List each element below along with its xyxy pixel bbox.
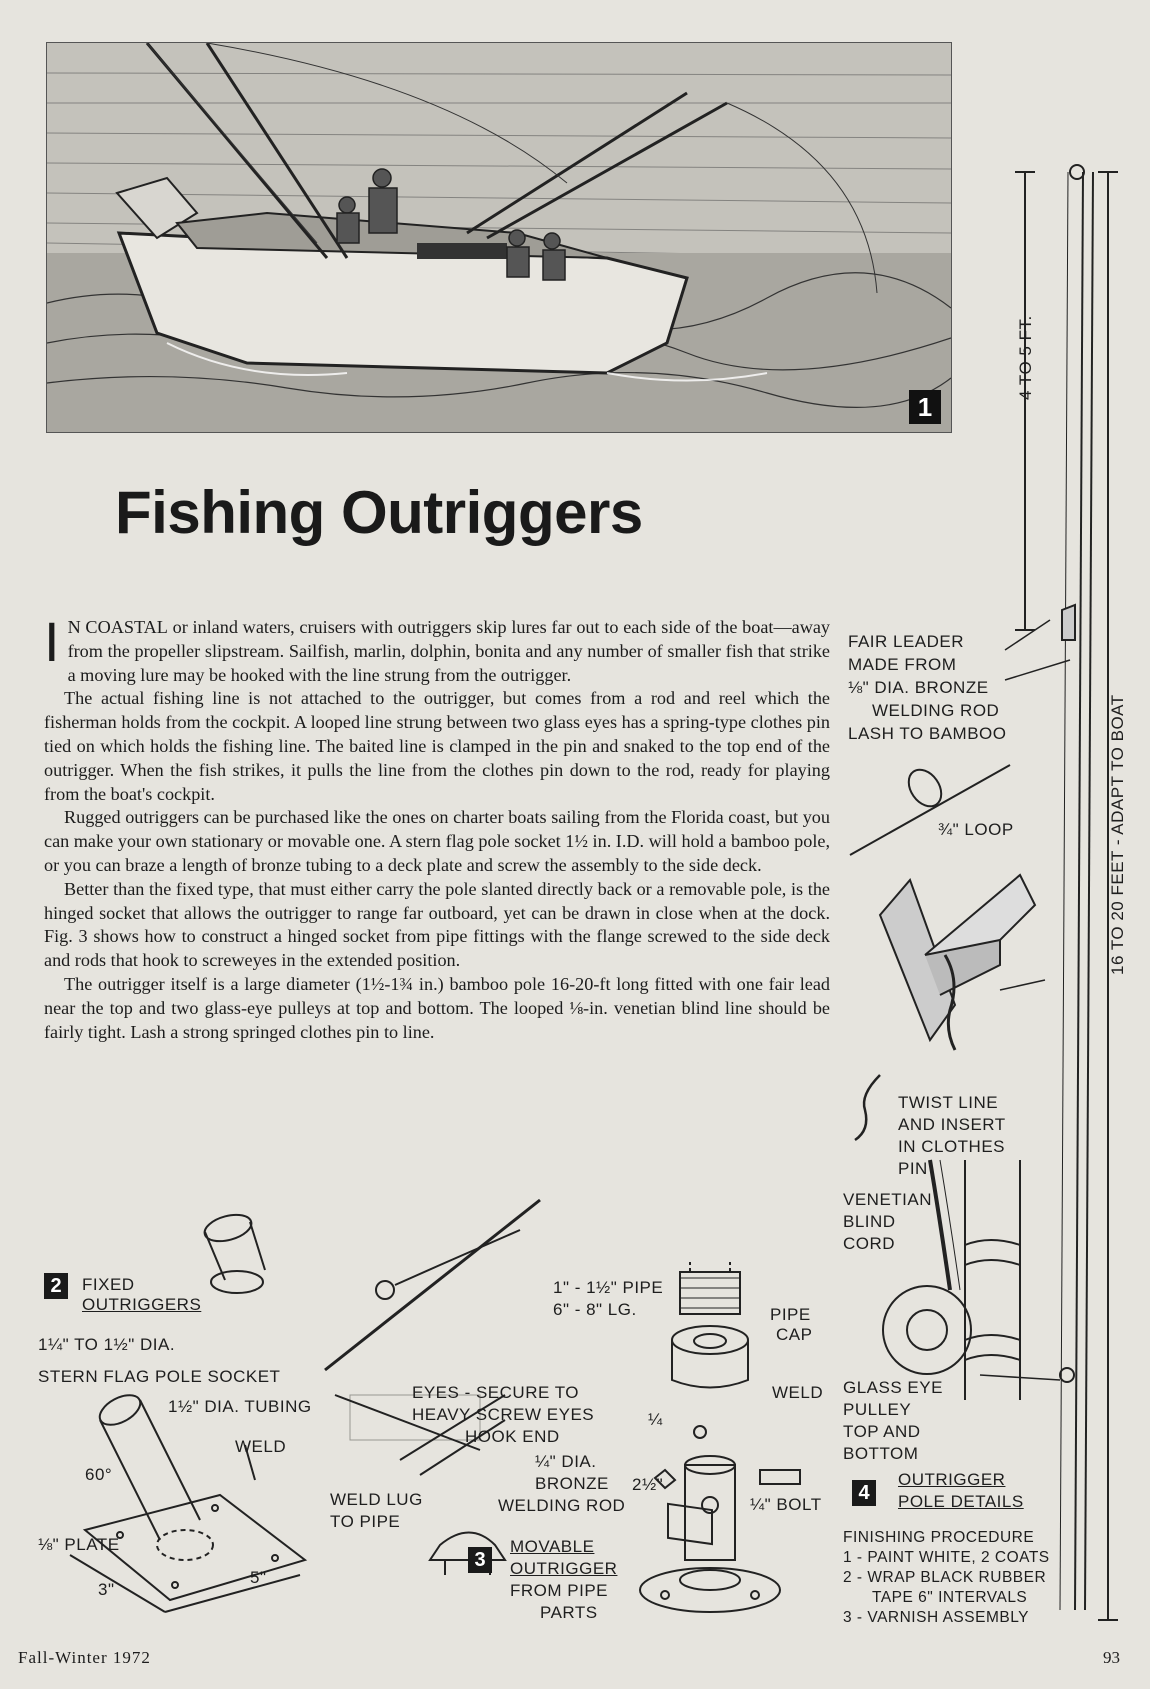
fig3-dim-2half: 2½" xyxy=(632,1475,664,1494)
figure-1-number: 1 xyxy=(909,390,941,424)
fig3-lug-label-2: TO PIPE xyxy=(330,1512,401,1531)
fig3-hook-label: HOOK END xyxy=(465,1427,560,1446)
fig3-lug-label-1: WELD LUG xyxy=(330,1490,423,1509)
fig2-weld-label: WELD xyxy=(235,1437,287,1456)
fig4-twist-2: AND INSERT xyxy=(898,1115,1006,1134)
fig3-cap-label-1: PIPE xyxy=(770,1305,811,1324)
fig4-fair-1: FAIR LEADER xyxy=(848,632,965,651)
fig2-socket-label: STERN FLAG POLE SOCKET xyxy=(38,1367,281,1386)
fig4-finish-1: 1 - PAINT WHITE, 2 COATS xyxy=(843,1549,1050,1566)
fig4-twist-3: IN CLOTHES xyxy=(898,1137,1006,1156)
fig4-glass-4: BOTTOM xyxy=(843,1444,919,1463)
fig4-fair-4: WELDING ROD xyxy=(872,701,1000,720)
figure-3-number: 3 xyxy=(468,1547,492,1573)
fig3-dim-quarter: ¼ xyxy=(648,1410,663,1429)
page-number: 93 xyxy=(1103,1648,1120,1667)
drop-cap: I xyxy=(44,610,60,673)
fig4-finish-title: FINISHING PROCEDURE xyxy=(843,1529,1035,1546)
fig3-rod-label-1: ¼" DIA. xyxy=(535,1452,597,1471)
fig4-loop-label: ¾" LOOP xyxy=(938,820,1014,839)
fig3-cap-label-2: CAP xyxy=(776,1325,813,1344)
fig2-caption-1: FIXED xyxy=(82,1275,135,1294)
fig2-socket-flange xyxy=(211,1271,263,1293)
fig4-cord-1: VENETIAN xyxy=(843,1190,933,1209)
paragraph-1-text: or inland waters, cruisers with outriggers skip lures far out to each side of the boat—away from the propeller slipstream. Sailfish, marlin, dolphin, bonita and any number of smaller fish that strike a moving lure may be hooked with the line strung from the outrigger. xyxy=(67,617,830,685)
fig4-glass-3: TOP AND xyxy=(843,1422,921,1441)
paragraph-4: Better than the fixed type, that must either carry the pole slanted directly back or a removable pole, is the hinged socket that allows the outrigger to range far outboard, yet can be drawn in close when at the dock. Fig. 3 shows how to construct a hinged socket from pipe fittings with the flange screwed to the side deck and rods that hook to screweyes in the extended position. xyxy=(44,878,830,971)
issue-footer: Fall-Winter 1972 xyxy=(18,1648,151,1667)
fig3-caption-2: OUTRIGGER xyxy=(510,1559,618,1578)
fig4-fair-2: MADE FROM xyxy=(848,655,957,674)
fig4-finish-4: 3 - VARNISH ASSEMBLY xyxy=(843,1609,1030,1626)
fig4-fair-5: LASH TO BAMBOO xyxy=(848,724,1007,743)
fig3-caption-3: FROM PIPE xyxy=(510,1581,609,1600)
paragraph-5: The outrigger itself is a large diameter (1½-1¾ in.) bamboo pole 16-20-ft long fitted with one fair lead near the top and two glass-eye pulleys at top and bottom. The looped ⅛-in. venetian blind line should be fairly tight. Lash a strong springed clothes pin to line. xyxy=(44,973,830,1042)
fig3-weld-label: WELD xyxy=(772,1383,824,1402)
fig2-angle-label: 60° xyxy=(85,1465,113,1484)
fig3-eyes-label-1: EYES - SECURE TO xyxy=(412,1383,580,1402)
fig4-cord-2: BLIND xyxy=(843,1212,896,1231)
fig2-tubing-label: 1½" DIA. TUBING xyxy=(168,1397,312,1416)
fig4-glass-2: PULLEY xyxy=(843,1400,912,1419)
fig2-plate-label: ⅛" PLATE xyxy=(38,1535,120,1554)
fig4-caption-1: OUTRIGGER xyxy=(898,1470,1006,1489)
fig3-caption-1: MOVABLE xyxy=(510,1537,595,1556)
article-title: Fishing Outriggers xyxy=(115,479,643,546)
fig2-width-5: 5" xyxy=(250,1568,267,1587)
fig2-caption-2: OUTRIGGERS xyxy=(82,1295,202,1314)
fig4-full-length: 16 TO 20 FEET - ADAPT TO BOAT xyxy=(1108,694,1127,975)
fig2-diameter: 1¼" TO 1½" DIA. xyxy=(38,1335,176,1354)
lead-in: N COASTAL xyxy=(67,617,168,637)
fig4-caption-2: POLE DETAILS xyxy=(898,1492,1024,1511)
fig4-cord-3: CORD xyxy=(843,1234,896,1253)
fig3-pipe-label-2: 6" - 8" LG. xyxy=(553,1300,637,1319)
figure-4-number: 4 xyxy=(852,1480,876,1506)
fig4-finish-3: TAPE 6" INTERVALS xyxy=(872,1589,1028,1606)
fig4-glass-1: GLASS EYE xyxy=(843,1378,943,1397)
fig4-twist-4: PIN xyxy=(898,1159,928,1178)
fig4-twist-1: TWIST LINE xyxy=(898,1093,999,1112)
fig4-top-length: 4 TO 5 FT. xyxy=(1016,315,1035,400)
fig3-rod-label-2: BRONZE xyxy=(535,1474,609,1493)
fig4-finish-2: 2 - WRAP BLACK RUBBER xyxy=(843,1569,1047,1586)
fig3-caption-4: PARTS xyxy=(540,1603,598,1622)
fig3-bolt-label: ¼" BOLT xyxy=(750,1495,822,1514)
figure-2-number: 2 xyxy=(44,1273,68,1299)
paragraph-3: Rugged outriggers can be purchased like the ones on charter boats sailing from the Florida coast, but you can make your own stationary or movable one. A stern flag pole socket 1½ in. I.D. will hold a bamboo pole, or you can braze a length of bronze tubing to a deck plate and screw the assembly to the side deck. xyxy=(44,807,830,875)
paragraph-2: The actual fishing line is not attached to the outrigger, but comes from a rod and reel which the fisherman holds from the cockpit. A looped line strung between two glass eyes has a spring-type clothes pin tied on which holds the fishing line. The baited line is clamped in the pin and snaked to the top end of the outrigger. When the fish strikes, it pulls the line from the clothes pin down to the rod, ready for playing from the boat's cockpit. xyxy=(44,688,830,804)
fig3-eyes-label-2: HEAVY SCREW EYES xyxy=(412,1405,595,1424)
fig3-pipe-label-1: 1" - 1½" PIPE xyxy=(553,1278,664,1297)
fig4-fair-3: ⅛" DIA. BRONZE xyxy=(848,678,989,697)
fig2-width-3: 3" xyxy=(98,1580,115,1599)
fig3-rod-label-3: WELDING ROD xyxy=(498,1496,626,1515)
